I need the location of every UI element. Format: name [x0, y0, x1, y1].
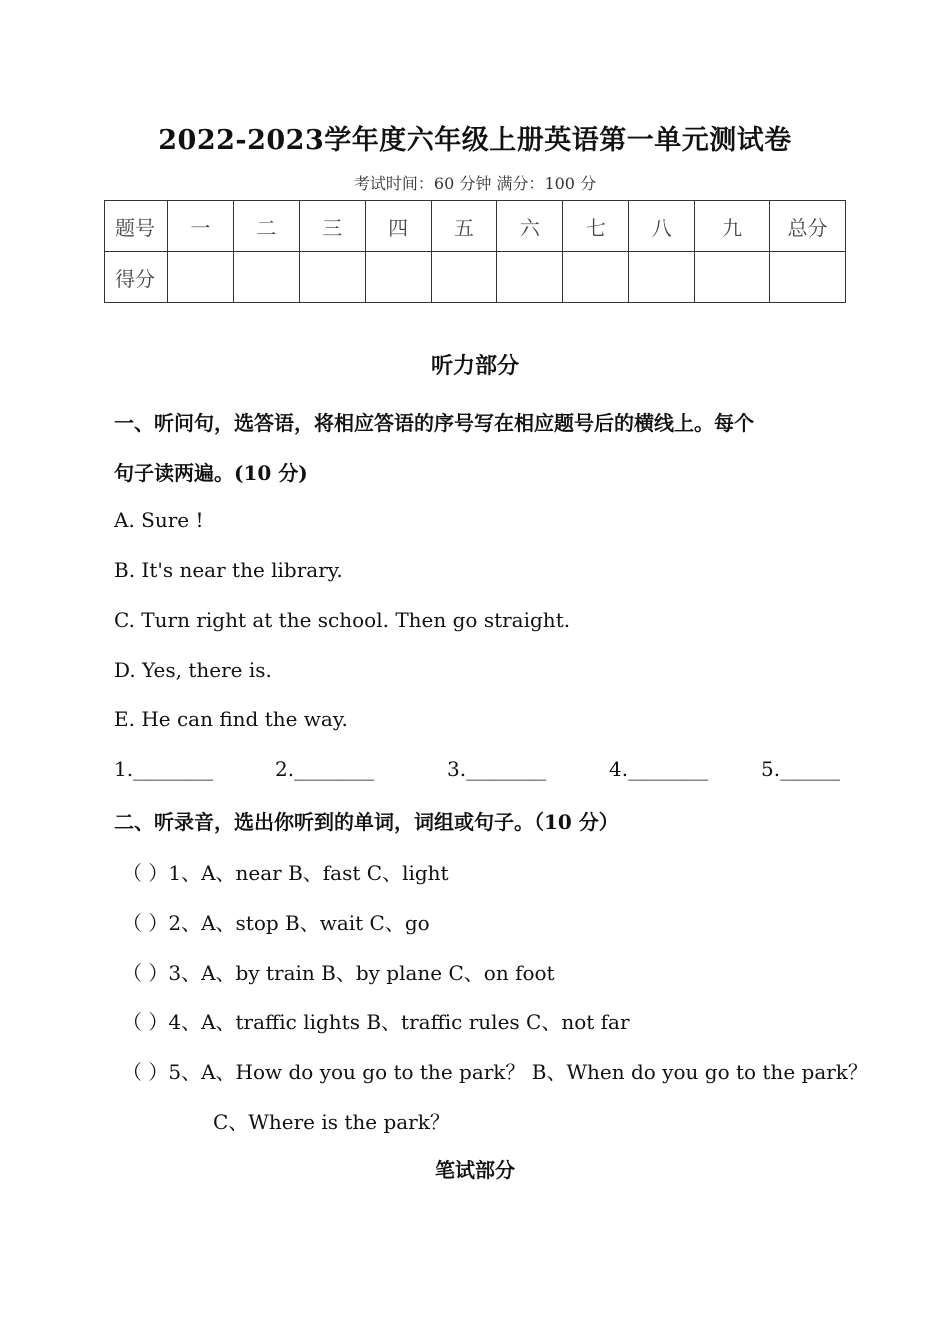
score-entry-cell	[695, 252, 770, 303]
part2-instruction: 二、听录音，选出你听到的单词，词组或句子。（10 分）	[114, 810, 619, 834]
answer-blanks-row	[114, 757, 841, 785]
table-cell: 六	[497, 201, 563, 252]
table-cell: 二	[233, 201, 299, 252]
answer-blank[interactable]: 5.______	[761, 757, 841, 781]
score-entry-cell	[497, 252, 563, 303]
answer-option: E. He can find the way.	[114, 707, 348, 731]
answer-option: D. Yes, there is.	[114, 658, 272, 682]
table-cell: 三	[299, 201, 365, 252]
score-table-header-row	[105, 201, 846, 252]
part1-instruction-line2: 句子读两遍。(10 分)	[114, 461, 308, 485]
choice-question: （ ）5、A、How do you go to the park？ B、When do you go to the park？	[122, 1060, 868, 1084]
answer-blank[interactable]: 4.________	[609, 757, 709, 781]
score-entry-cell	[629, 252, 695, 303]
table-cell: 七	[563, 201, 629, 252]
table-cell: 题号	[105, 201, 168, 252]
score-entry-cell	[770, 252, 846, 303]
score-entry-cell	[167, 252, 233, 303]
written-heading: 笔试部分	[435, 1158, 515, 1182]
score-table	[104, 200, 846, 303]
answer-blank[interactable]: 2.________	[275, 757, 375, 781]
choice-question: （ ）3、A、by train B、by plane C、on foot	[122, 961, 555, 985]
table-cell: 四	[365, 201, 431, 252]
score-entry-cell	[299, 252, 365, 303]
choice-question-continued: C、Where is the park？	[213, 1110, 450, 1134]
score-table-score-row	[105, 252, 846, 303]
choice-question: （ ）4、A、traffic lights B、traffic rules C、not far	[122, 1010, 630, 1034]
answer-blank[interactable]: 3.________	[447, 757, 547, 781]
listening-heading: 听力部分	[430, 353, 519, 379]
score-entry-cell	[431, 252, 497, 303]
table-cell: 总分	[770, 201, 846, 252]
part1-instruction-line1: 一、听问句，选答语，将相应答语的序号写在相应题号后的横线上。每个	[114, 411, 754, 435]
score-entry-cell	[365, 252, 431, 303]
answer-option: A. Sure !	[114, 508, 204, 532]
answer-option: C. Turn right at the school. Then go straight.	[114, 608, 571, 632]
table-cell: 五	[431, 201, 497, 252]
table-cell: 九	[695, 201, 770, 252]
choice-question: （ ）2、A、stop B、wait C、go	[122, 911, 430, 935]
table-cell: 得分	[105, 252, 168, 303]
exam-title: 2022-2023学年度六年级上册英语第一单元测试卷	[158, 125, 792, 156]
answer-option: B. It's near the library.	[114, 558, 343, 582]
table-cell: 八	[629, 201, 695, 252]
answer-blank[interactable]: 1.________	[114, 757, 214, 781]
choice-question: （ ）1、A、near B、fast C、light	[122, 861, 449, 885]
exam-subtitle: 考试时间：60 分钟 满分：100 分	[353, 174, 597, 193]
score-entry-cell	[563, 252, 629, 303]
score-entry-cell	[233, 252, 299, 303]
table-cell: 一	[167, 201, 233, 252]
